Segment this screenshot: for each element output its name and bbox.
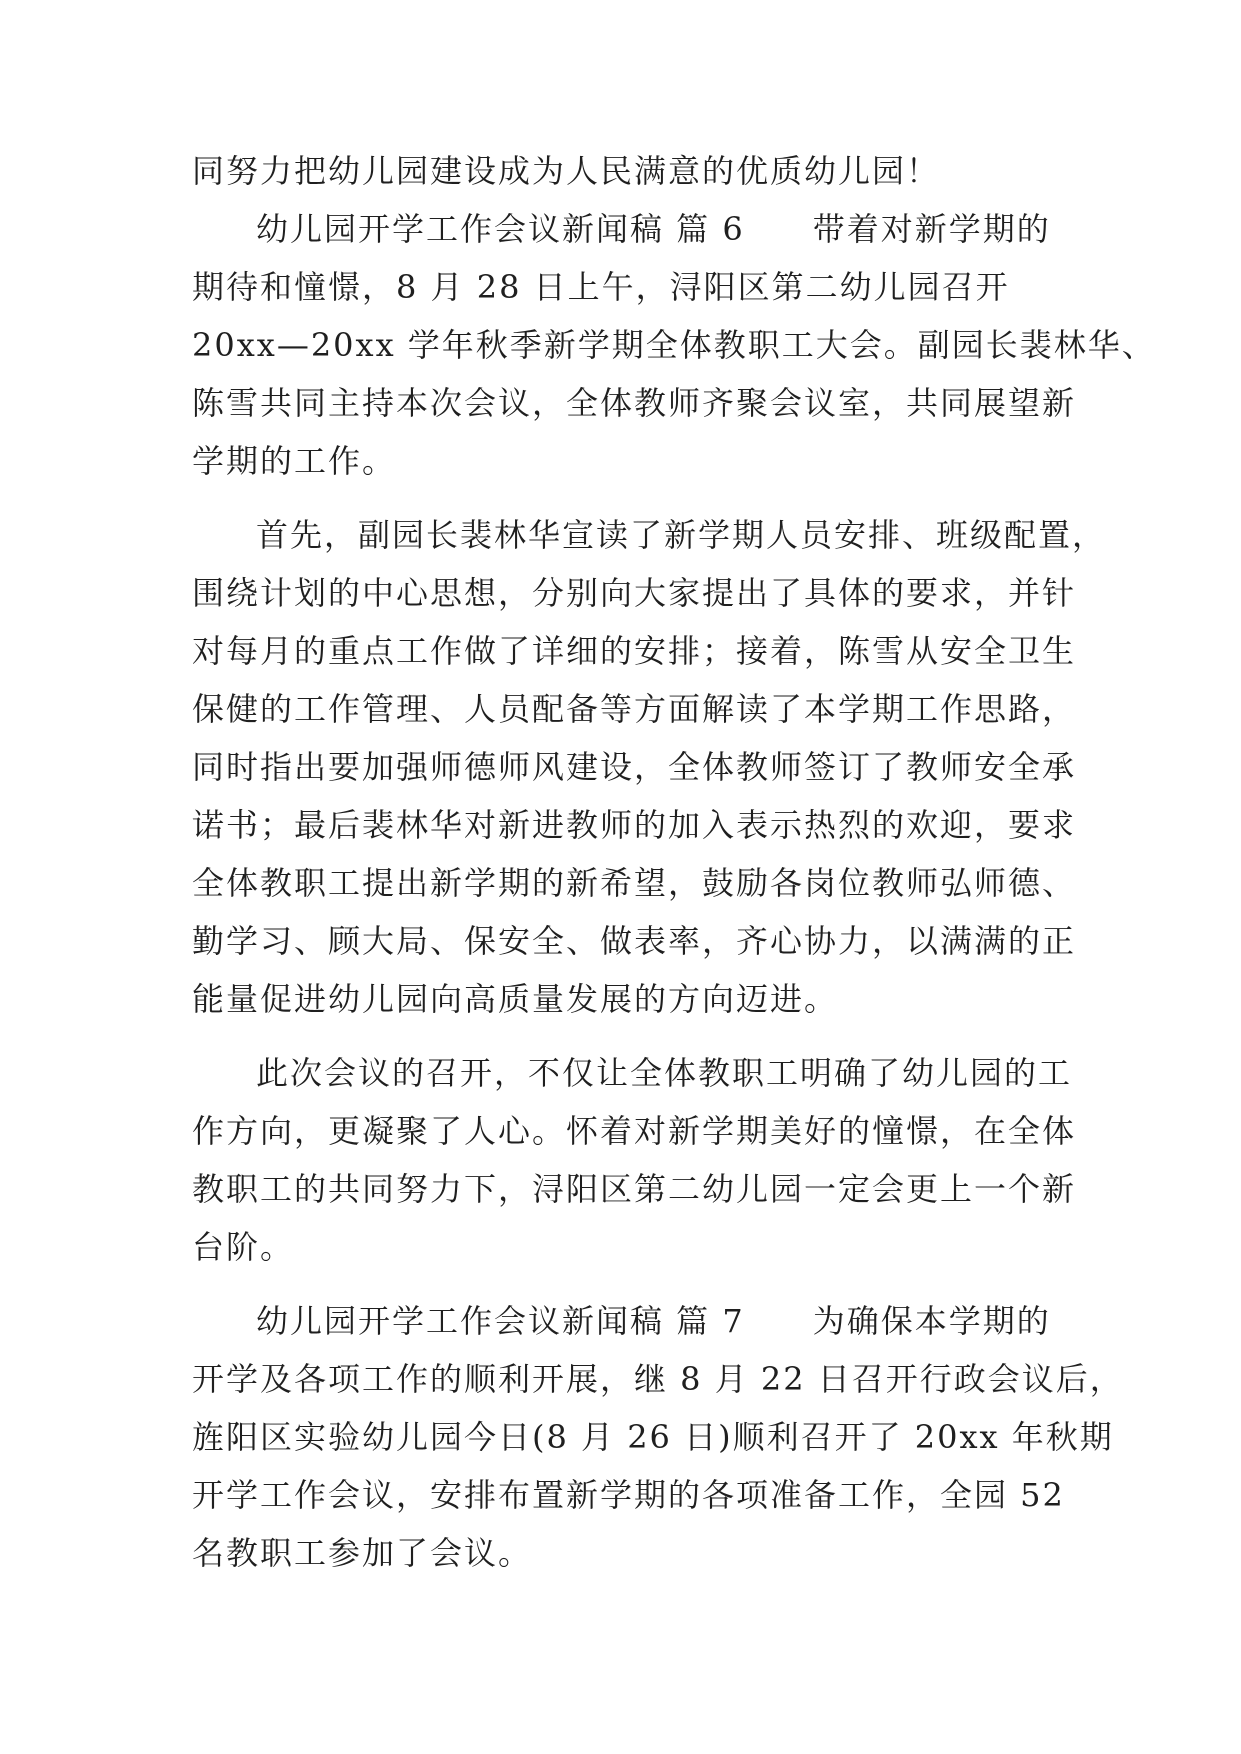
text-line: 能量促进幼儿园向高质量发展的方向迈进。 bbox=[192, 980, 839, 1018]
text-line: 勤学习、顾大局、保安全、做表率，齐心协力，以满满的正 bbox=[192, 922, 1077, 960]
article-heading-7: 幼儿园开学工作会议新闻稿 篇 7 为确保本学期的 bbox=[256, 1302, 1051, 1340]
text-line: 学期的工作。 bbox=[192, 442, 397, 480]
text-line: 期待和憧憬，8 月 28 日上午，浔阳区第二幼儿园召开 bbox=[192, 268, 1010, 306]
text-line: 教职工的共同努力下，浔阳区第二幼儿园一定会更上一个新 bbox=[192, 1170, 1077, 1208]
text-line: 开学工作会议，安排布置新学期的各项准备工作，全园 52 bbox=[192, 1476, 1065, 1514]
text-line: 诺书；最后裴林华对新进教师的加入表示热烈的欢迎，要求 bbox=[192, 806, 1077, 844]
text-line: 作方向，更凝聚了人心。怀着对新学期美好的憧憬，在全体 bbox=[192, 1112, 1077, 1150]
text-line: 首先，副园长裴林华宣读了新学期人员安排、班级配置， bbox=[256, 516, 1107, 554]
text-line: 20xx—20xx 学年秋季新学期全体教职工大会。副园长裴林华、 bbox=[192, 326, 1156, 364]
text-line: 对每月的重点工作做了详细的安排；接着，陈雪从安全卫生 bbox=[192, 632, 1077, 670]
text-line: 此次会议的召开，不仅让全体教职工明确了幼儿园的工 bbox=[256, 1054, 1073, 1092]
text-line: 全体教职工提出新学期的新希望，鼓励各岗位教师弘师德、 bbox=[192, 864, 1077, 902]
text-line: 同时指出要加强师德师风建设，全体教师签订了教师安全承 bbox=[192, 748, 1077, 786]
text-line: 开学及各项工作的顺利开展，继 8 月 22 日召开行政会议后， bbox=[192, 1360, 1124, 1398]
text-line: 名教职工参加了会议。 bbox=[192, 1534, 533, 1572]
text-line: 陈雪共同主持本次会议，全体教师齐聚会议室，共同展望新 bbox=[192, 384, 1077, 422]
text-line: 旌阳区实验幼儿园今日(8 月 26 日)顺利召开了 20xx 年秋期 bbox=[192, 1418, 1114, 1456]
text-line: 围绕计划的中心思想，分别向大家提出了具体的要求，并针 bbox=[192, 574, 1077, 612]
article-heading-6: 幼儿园开学工作会议新闻稿 篇 6 带着对新学期的 bbox=[256, 210, 1051, 248]
text-line: 保健的工作管理、人员配备等方面解读了本学期工作思路， bbox=[192, 690, 1077, 728]
text-line: 同努力把幼儿园建设成为人民满意的优质幼儿园！ bbox=[192, 152, 941, 190]
text-line: 台阶。 bbox=[192, 1228, 295, 1266]
